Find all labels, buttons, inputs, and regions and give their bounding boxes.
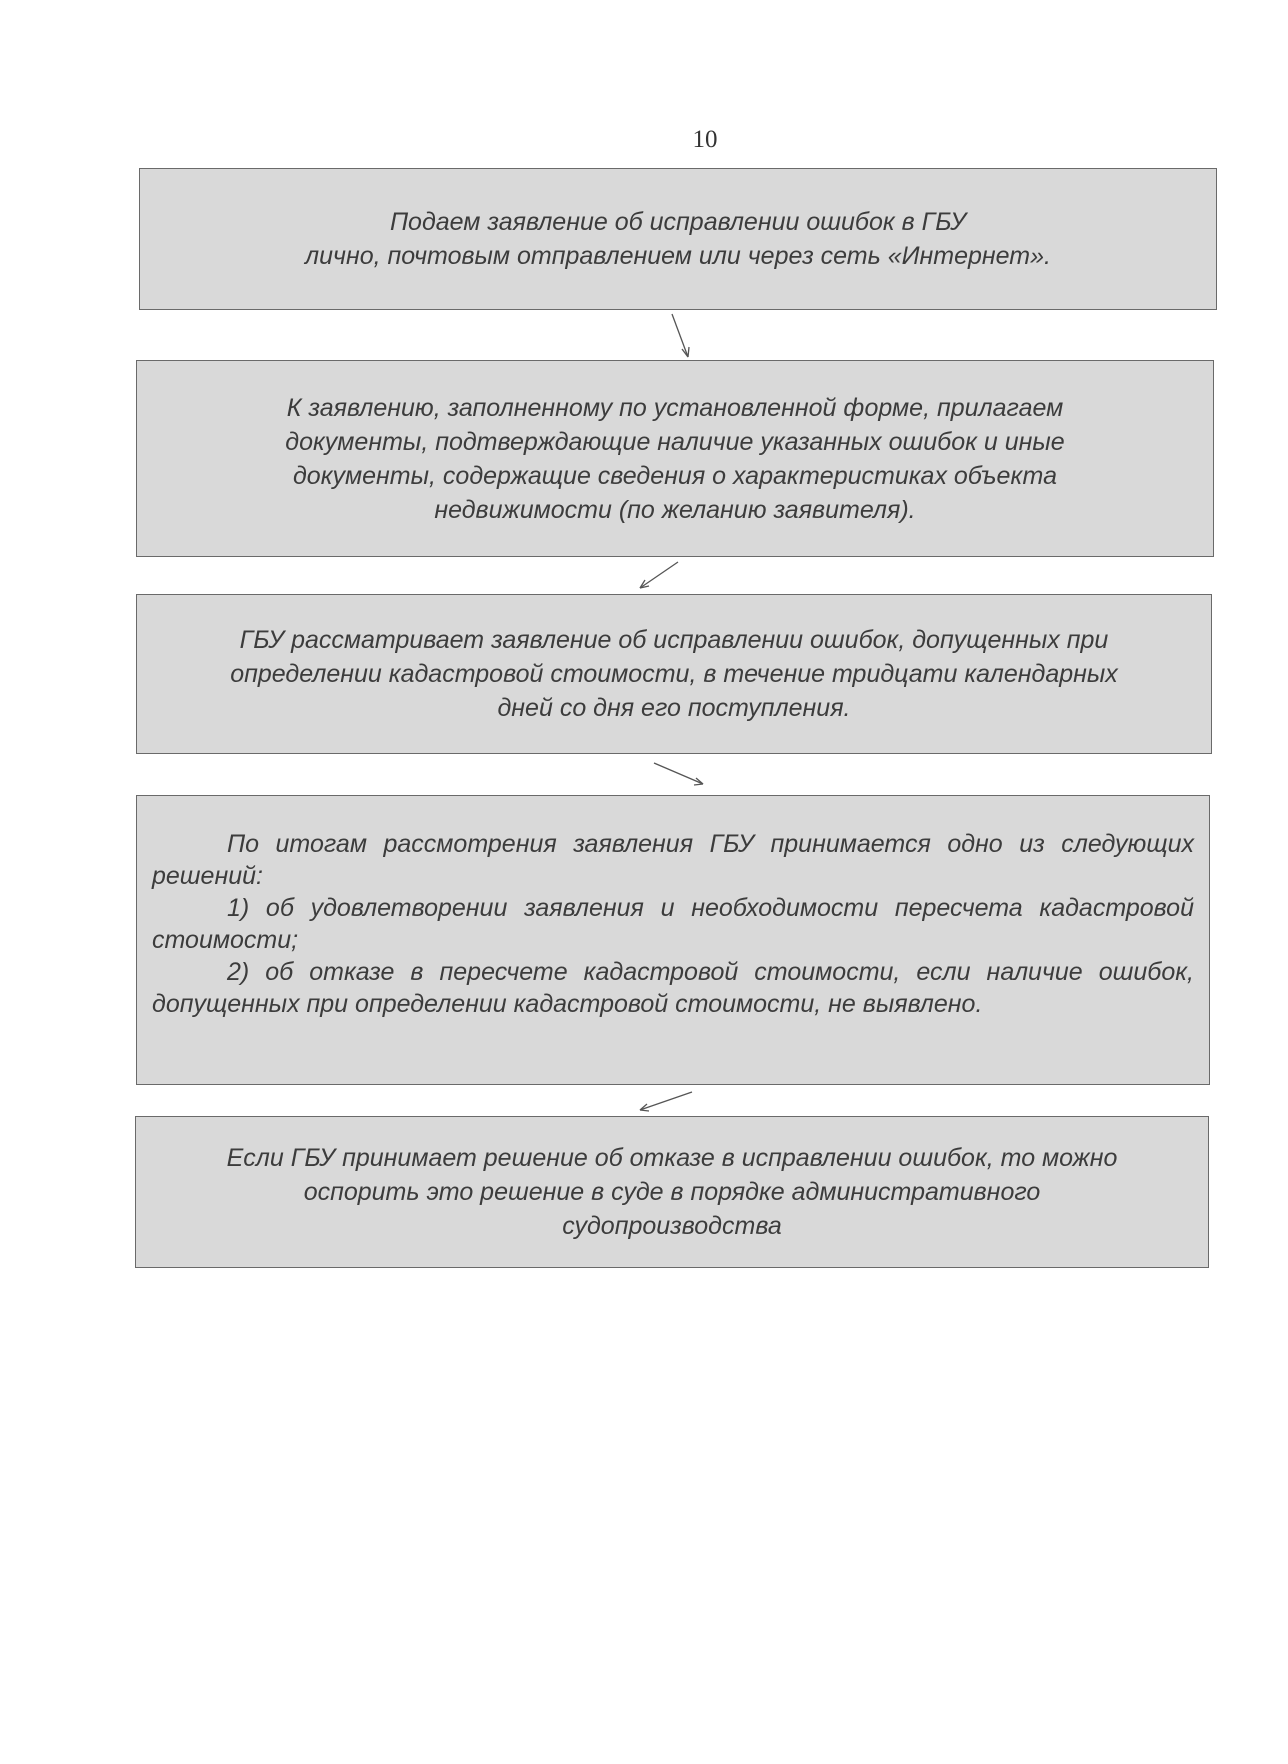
flow-step-decision bbox=[136, 795, 1210, 1085]
review-text: ГБУ рассматривает заявление об исправлении ошибок, допущенных при определении кадастровой стоимости, в течение тридцати календарных дней со дня его поступления. bbox=[230, 626, 1118, 722]
arrow-1-icon bbox=[672, 314, 689, 357]
flow-step-apply bbox=[139, 168, 1217, 310]
flow-step-review bbox=[136, 594, 1212, 754]
apply-line-2: лично, почтовым отправлением или через сеть «Интернет». bbox=[305, 242, 1051, 270]
decision-item-2: 2) об отказе в пересчете кадастровой стоимости, если наличие ошибок, допущенных при определении кадастровой стоимости, не выявлено. bbox=[152, 958, 1194, 1018]
decision-intro: По итогам рассмотрения заявления ГБУ принимается одно из следующих решений: bbox=[152, 830, 1194, 890]
decision-item-1: 1) об удовлетворении заявления и необходимости пересчета кадастровой стоимости; bbox=[152, 894, 1194, 954]
arrow-3-icon bbox=[654, 763, 703, 785]
flow-step-attach-documents bbox=[136, 360, 1214, 557]
appeal-text: Если ГБУ принимает решение об отказе в исправлении ошибок, то можно оспорить это решение в суде в порядке административного судопроизводства bbox=[226, 1144, 1118, 1240]
arrow-2-icon bbox=[640, 562, 678, 588]
page-number: 10 bbox=[692, 126, 718, 153]
flow-step-appeal bbox=[135, 1116, 1209, 1268]
apply-line-1: Подаем заявление об исправлении ошибок в ГБУ bbox=[389, 208, 967, 236]
arrow-4-icon bbox=[640, 1092, 692, 1111]
attach-text: К заявлению, заполненному по установленной форме, прилагаем документы, подтверждающие наличие указанных ошибок и иные документы, содержащие сведения о характеристиках объекта недвижимости (по желанию заявителя). bbox=[285, 393, 1065, 524]
